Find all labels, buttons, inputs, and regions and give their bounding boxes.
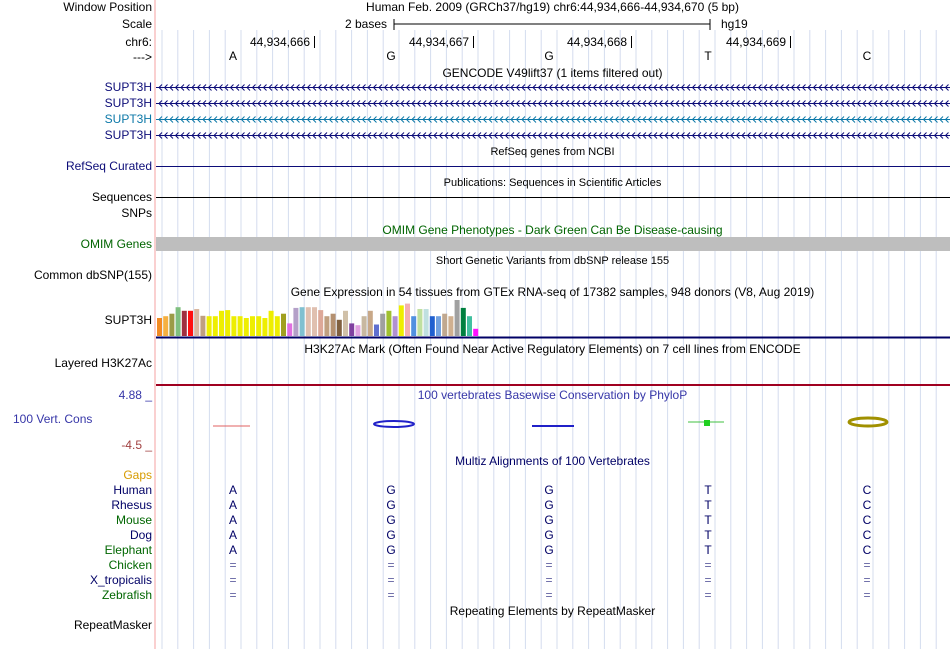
species-base: G — [386, 528, 396, 542]
gtex-tissue-bar[interactable] — [169, 314, 174, 336]
gtex-tissue-bar[interactable] — [393, 316, 398, 336]
species-base: = — [545, 588, 553, 602]
species-base: C — [862, 513, 872, 527]
species-base: = — [229, 573, 237, 587]
scale-value: 2 bases — [345, 17, 388, 31]
gtex-tissue-bar[interactable] — [176, 307, 181, 336]
species-base: = — [863, 573, 871, 587]
h3k27ac-track-title[interactable]: H3K27Ac Mark (Often Found Near Active Regulatory Elements) on 7 cell lines from ENCODE — [304, 342, 801, 356]
species-base: A — [228, 483, 237, 497]
gtex-tissue-bar[interactable] — [331, 314, 336, 336]
gtex-tissue-bar[interactable] — [281, 314, 286, 336]
gtex-tissue-bar[interactable] — [455, 300, 460, 336]
chrom-label: chr6: — [125, 35, 152, 49]
gtex-tissue-bar[interactable] — [368, 311, 373, 336]
gtex-tissue-bar[interactable] — [293, 308, 298, 336]
gtex-tissue-bar[interactable] — [225, 310, 230, 336]
species-base: C — [862, 498, 872, 512]
gtex-tissue-bar[interactable] — [374, 325, 379, 337]
species-base: T — [704, 498, 712, 512]
gtex-tissue-bar[interactable] — [231, 316, 236, 336]
ruler-base-3: G — [544, 49, 554, 63]
species-base: = — [387, 588, 395, 602]
species-base: = — [704, 573, 712, 587]
species-base: C — [862, 528, 872, 542]
ruler-tick — [631, 36, 632, 48]
pubs-line[interactable] — [156, 197, 950, 198]
dbsnp-track-title[interactable]: Short Genetic Variants from dbSNP release 155 — [435, 255, 670, 267]
species-base: = — [704, 588, 712, 602]
gtex-tissue-bar[interactable] — [380, 314, 385, 336]
species-base: = — [387, 558, 395, 572]
species-base: G — [386, 498, 396, 512]
gtex-tissue-bar[interactable] — [467, 316, 472, 336]
species-base: T — [704, 513, 712, 527]
gtex-tissue-bar[interactable] — [306, 307, 311, 336]
species-label-dog[interactable]: Dog — [129, 528, 152, 542]
multiz-track-title[interactable]: Multiz Alignments of 100 Vertebrates — [455, 454, 650, 468]
h3k27ac-label[interactable]: Layered H3K27Ac — [54, 356, 152, 370]
ruler-tick — [473, 36, 474, 48]
gtex-tissue-bar[interactable] — [399, 305, 404, 336]
species-base: T — [704, 543, 712, 557]
cons-track-title[interactable]: 100 vertebrates Basewise Conservation by PhyloP — [417, 388, 688, 402]
species-base: T — [704, 483, 712, 497]
species-base: = — [704, 558, 712, 572]
gtex-tissue-bar[interactable] — [337, 320, 342, 336]
gtex-tissue-bar[interactable] — [200, 316, 205, 336]
gtex-tissue-bar[interactable] — [430, 316, 435, 336]
gtex-tissue-bar[interactable] — [194, 309, 199, 336]
cons-logo-c — [849, 418, 887, 426]
species-base: C — [862, 543, 872, 557]
gaps-label[interactable]: Gaps — [123, 468, 152, 482]
cons-logos[interactable] — [156, 410, 950, 434]
refseq-track-title[interactable]: RefSeq genes from NCBI — [490, 146, 615, 158]
dbsnp-label[interactable]: Common dbSNP(155) — [33, 268, 152, 282]
gtex-tissue-bar[interactable] — [343, 311, 348, 336]
gtex-tissue-bar[interactable] — [448, 316, 453, 336]
gtex-tissue-bar[interactable] — [355, 325, 360, 336]
ruler-position-3: 44,934,668 — [566, 35, 627, 49]
omim-track-title[interactable]: OMIM Gene Phenotypes - Dark Green Can Be Disease-causing — [382, 223, 723, 237]
species-base: C — [862, 483, 872, 497]
gencode-row-label-1[interactable]: SUPT3H — [104, 80, 152, 94]
species-label-x_tropicalis[interactable]: X_tropicalis — [89, 573, 152, 587]
species-base: G — [544, 513, 554, 527]
species-label-elephant[interactable]: Elephant — [104, 543, 152, 557]
species-base: A — [228, 543, 237, 557]
gtex-bar-chart[interactable] — [156, 298, 950, 340]
gtex-tissue-bar[interactable] — [250, 316, 255, 336]
scale-label: Scale — [121, 17, 152, 31]
gtex-tissue-bar[interactable] — [213, 316, 218, 336]
species-label-mouse[interactable]: Mouse — [115, 513, 152, 527]
gtex-tissue-bar[interactable] — [188, 311, 193, 336]
gtex-tissue-bar[interactable] — [300, 307, 305, 336]
refseq-gene-line[interactable] — [156, 166, 950, 167]
gtex-tissue-bar[interactable] — [349, 323, 354, 336]
gencode-track-title[interactable]: GENCODE V49lift37 (1 items filtered out) — [442, 66, 663, 80]
species-label-chicken[interactable]: Chicken — [108, 558, 152, 572]
repeat-label[interactable]: RepeatMasker — [73, 618, 152, 632]
gtex-tissue-bar[interactable] — [436, 316, 441, 336]
gtex-tissue-bar[interactable] — [244, 318, 249, 336]
gtex-tissue-bar[interactable] — [386, 311, 391, 336]
species-label-rhesus[interactable]: Rhesus — [111, 498, 152, 512]
species-base: = — [387, 573, 395, 587]
gtex-tissue-bar[interactable] — [324, 316, 329, 336]
species-base: G — [544, 483, 554, 497]
ruler-base-4: T — [704, 49, 712, 63]
species-base: = — [545, 558, 553, 572]
h3k27ac-signal-line[interactable] — [156, 384, 950, 386]
species-label-human[interactable]: Human — [113, 483, 152, 497]
species-base: = — [229, 588, 237, 602]
gtex-tissue-bar[interactable] — [318, 310, 323, 336]
ruler-tick — [790, 36, 791, 48]
cons-label[interactable]: 100 Vert. Cons — [13, 412, 93, 426]
gtex-tissue-bar[interactable] — [163, 316, 168, 336]
omim-label[interactable]: OMIM Genes — [80, 237, 152, 251]
gtex-tissue-bar[interactable] — [442, 314, 447, 336]
gtex-tissue-bar[interactable] — [238, 316, 243, 336]
species-base: A — [228, 528, 237, 542]
cons-logo-g1 — [374, 421, 414, 427]
species-base: T — [704, 528, 712, 542]
species-base: = — [229, 558, 237, 572]
snps-label[interactable]: SNPs — [121, 206, 152, 220]
gencode-row-label-2[interactable]: SUPT3H — [104, 96, 152, 110]
gtex-tissue-bar[interactable] — [256, 316, 261, 336]
gtex-tissue-bar[interactable] — [262, 318, 267, 336]
gtex-tissue-bar[interactable] — [424, 309, 429, 336]
ruler-position-4: 44,934,669 — [725, 35, 786, 49]
species-base: G — [386, 483, 396, 497]
gencode-transcript-1[interactable] — [156, 82, 950, 93]
gtex-tissue-bar[interactable] — [461, 308, 466, 336]
gtex-tissue-bar[interactable] — [405, 304, 410, 336]
pubs-track-title[interactable]: Publications: Sequences in Scientific Articles — [443, 177, 662, 189]
species-base: G — [386, 513, 396, 527]
gencode-transcript-4[interactable] — [156, 130, 950, 141]
gtex-tissue-bar[interactable] — [411, 316, 416, 336]
gtex-tissue-bar[interactable] — [362, 316, 367, 336]
window-position-label: Window Position — [63, 0, 152, 14]
scale-bar — [393, 17, 713, 31]
ruler-position-1: 44,934,666 — [249, 35, 310, 49]
refseq-label[interactable]: RefSeq Curated — [65, 159, 152, 173]
ruler-position-2: 44,934,667 — [408, 35, 469, 49]
gencode-transcript-2[interactable] — [156, 98, 950, 109]
species-base: = — [863, 558, 871, 572]
strand-label: ---> — [133, 50, 152, 64]
species-base: = — [545, 573, 553, 587]
ruler-tick — [314, 36, 315, 48]
gtex-tissue-bar[interactable] — [417, 309, 422, 336]
cons-max-label: 4.88 _ — [118, 388, 152, 402]
gtex-track-title[interactable]: Gene Expression in 54 tissues from GTEx RNA-seq of 17382 samples, 948 donors (V8, Aug 2019) — [290, 285, 815, 299]
ruler-base-5: C — [862, 49, 872, 63]
window-position-value: Human Feb. 2009 (GRCh37/hg19) chr6:44,934,666-44,934,670 (5 bp) — [366, 0, 739, 14]
gtex-tissue-bar[interactable] — [287, 323, 292, 336]
species-label-zebrafish[interactable]: Zebrafish — [101, 588, 152, 602]
ruler-base-2: G — [386, 49, 396, 63]
cons-logo-t-stem — [704, 420, 710, 426]
gencode-transcript-3[interactable] — [156, 114, 950, 125]
species-base: G — [544, 543, 554, 557]
species-base: G — [544, 498, 554, 512]
gtex-label[interactable]: SUPT3H — [104, 313, 152, 327]
gtex-tissue-bar[interactable] — [275, 316, 280, 336]
repeat-track-title[interactable]: Repeating Elements by RepeatMasker — [449, 604, 656, 618]
species-base: G — [386, 543, 396, 557]
gencode-row-label-3[interactable]: SUPT3H — [104, 112, 152, 126]
gtex-tissue-bar[interactable] — [473, 329, 478, 336]
gtex-tissue-bar[interactable] — [219, 311, 224, 336]
gtex-tissue-bar[interactable] — [312, 307, 317, 336]
species-base: G — [544, 528, 554, 542]
gtex-tissue-bar[interactable] — [269, 311, 274, 336]
cons-min-label: -4.5 _ — [121, 438, 152, 452]
species-base: A — [228, 498, 237, 512]
species-base: A — [228, 513, 237, 527]
gtex-tissue-bar[interactable] — [182, 311, 187, 336]
ruler-base-1: A — [228, 49, 237, 63]
species-base: = — [863, 588, 871, 602]
gtex-tissue-bar[interactable] — [157, 318, 162, 336]
gtex-tissue-bar[interactable] — [207, 316, 212, 336]
scale-assembly: hg19 — [721, 17, 748, 31]
gencode-row-label-4[interactable]: SUPT3H — [104, 128, 152, 142]
sequences-label[interactable]: Sequences — [91, 190, 152, 204]
omim-feature-bar[interactable] — [156, 237, 950, 251]
